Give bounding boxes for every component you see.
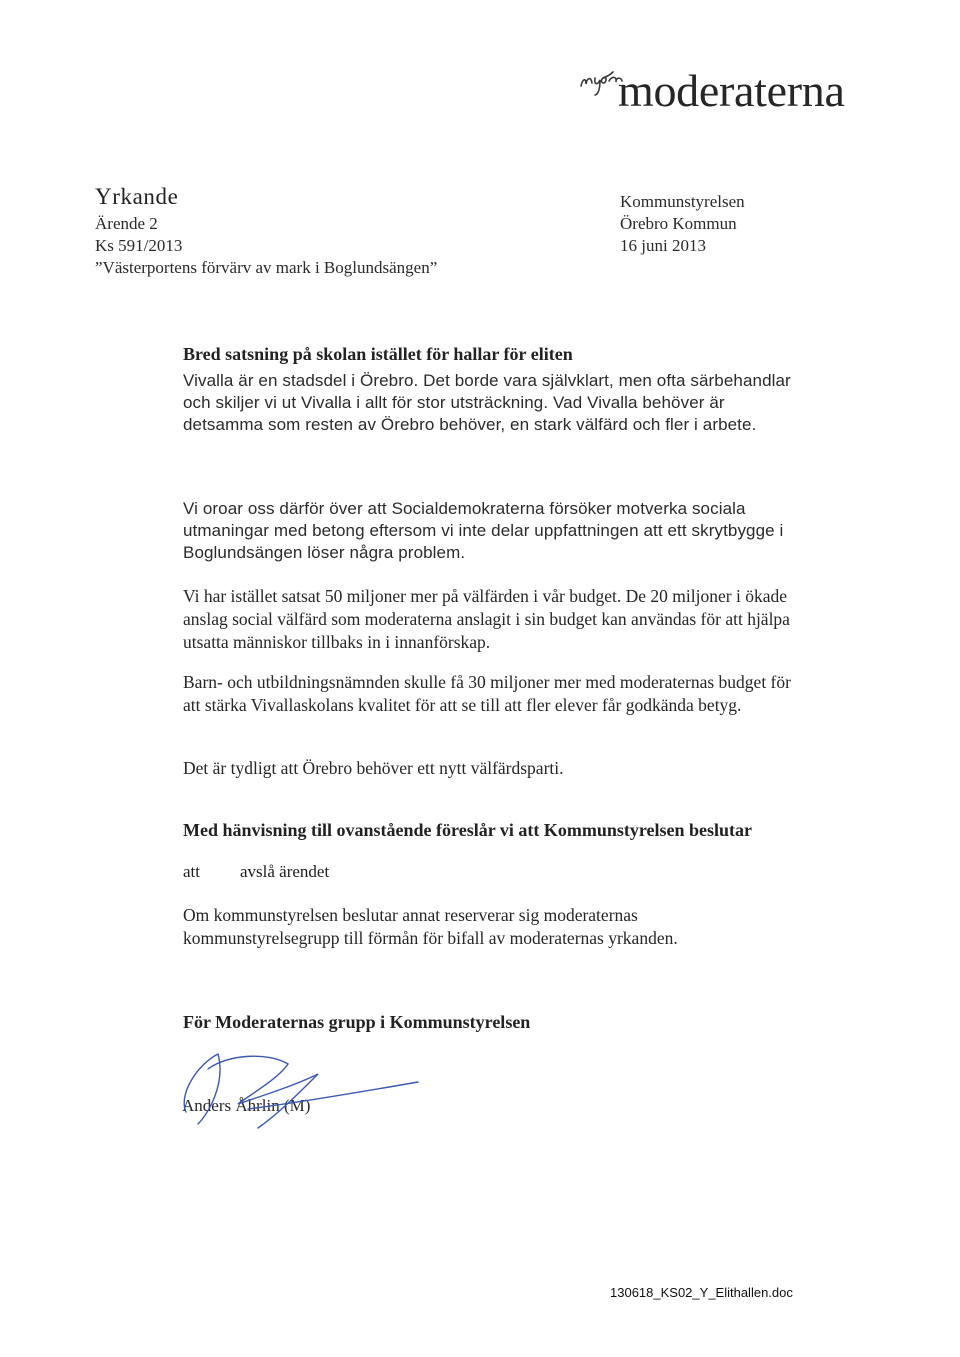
municipality: Örebro Kommun: [620, 214, 737, 233]
handwritten-signature: [168, 1024, 428, 1134]
paragraph-vivalla: Vivalla är en stadsdel i Örebro. Det borde vara självklart, men ofta särbehandlar och skiljer vi ut Vivalla i allt för stor utsträckning. Vad Vivalla behöver är detsamma som resten av Örebro behöver, en stark välfärd och fler i arbete.: [183, 371, 791, 434]
section-heading: Bred satsning på skolan istället för hallar för eliten: [183, 344, 573, 364]
arende-number: Ärende 2: [95, 214, 158, 233]
party-logo: [572, 58, 922, 118]
paragraph-school: Barn- och utbildningsnämnden skulle få 30 miljoner mer med moderaternas budget för att stärka Vivallaskolans kvalitet för att se till att fler elever får godkända betyg.: [183, 672, 791, 715]
file-name: 130618_KS02_Y_Elithallen.doc: [610, 1285, 793, 1300]
paragraph-budget: Vi har istället satsat 50 miljoner mer på välfärden i vår budget. De 20 miljoner i ökade anslag social välfärd som moderaterna anslagit i sin budget kan användas för att hjälpa utsatta människor tillbaks in i innanförskap.: [183, 586, 790, 652]
logo-wordmark: moderaterna: [618, 65, 845, 116]
att-decision: avslå ärendet: [240, 862, 330, 881]
reservation-text: Om kommunstyrelsen beslutar annat reserverar sig moderaternas kommunstyrelsegrupp till förmån för bifall av moderaternas yrkanden.: [183, 905, 678, 948]
att-label: att: [183, 862, 200, 881]
case-subject: ”Västerportens förvärv av mark i Boglundsängen”: [95, 258, 438, 277]
signer-name: Anders Åhrlin (M): [182, 1096, 311, 1115]
paragraph-conclusion: Det är tydligt att Örebro behöver ett nytt välfärdsparti.: [183, 758, 564, 778]
document-title: Yrkande: [95, 184, 179, 209]
paragraph-concern: Vi oroar oss därför över att Socialdemokraterna försöker motverka sociala utmaningar med betong eftersom vi inte delar uppfattningen att ett skrytbygge i Boglundsängen löser några problem.: [183, 499, 784, 562]
signature-heading: För Moderaternas grupp i Kommunstyrelsen: [183, 1012, 531, 1032]
case-number: Ks 591/2013: [95, 236, 183, 255]
recipient: Kommunstyrelsen: [620, 192, 745, 211]
document-date: 16 juni 2013: [620, 236, 706, 255]
proposal-heading: Med hänvisning till ovanstående föreslår vi att Kommunstyrelsen beslutar: [183, 820, 753, 840]
